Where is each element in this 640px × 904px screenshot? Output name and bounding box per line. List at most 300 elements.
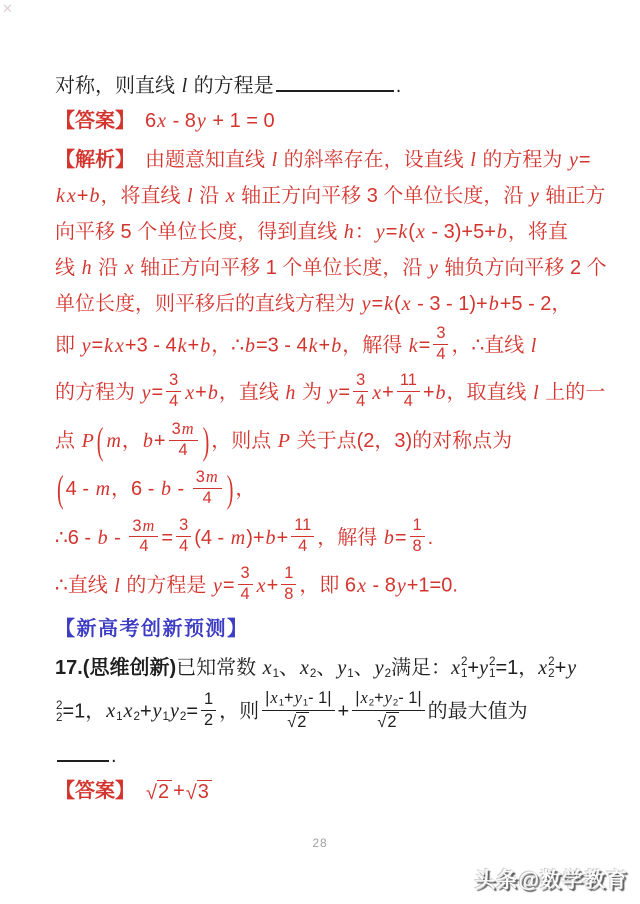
text: 3 — [169, 371, 179, 390]
text: - 1| — [398, 688, 422, 707]
text: 轴正方向平移 3 个单位长度，沿 — [235, 185, 529, 207]
fraction-numerator — [129, 517, 158, 538]
text: + — [283, 688, 294, 707]
math-variable: k — [56, 185, 65, 207]
text: 4 — [139, 537, 149, 556]
math-variable: b — [244, 334, 255, 357]
math-variable: y — [384, 687, 392, 707]
text: 3 — [436, 324, 446, 342]
fraction-denominator — [200, 489, 215, 508]
radical-sign: √ — [146, 782, 157, 805]
math-variable: b — [383, 526, 394, 549]
math-variable: l — [533, 381, 539, 404]
text: ( — [394, 293, 401, 315]
fraction — [166, 372, 181, 410]
subscript: 1 — [162, 710, 169, 724]
fraction — [129, 517, 158, 556]
text: = — [151, 381, 164, 404]
text: 1 — [204, 689, 214, 708]
text: - 3 - 1)+ — [411, 293, 488, 315]
subscript: 2 — [368, 697, 375, 709]
math-variable: y — [212, 574, 222, 597]
problem-17-line-2 — [55, 687, 596, 734]
text: 的最大值为 — [427, 700, 528, 723]
math-variable: k — [308, 334, 318, 357]
bold-label: 【答案】 — [55, 780, 125, 803]
text: 3 — [179, 516, 189, 535]
text: + — [374, 688, 384, 707]
text: 的方程为 — [476, 149, 568, 171]
math-variable: m — [205, 467, 218, 487]
text — [125, 780, 145, 802]
text: + — [318, 334, 331, 357]
text: + — [266, 574, 279, 597]
fraction — [169, 420, 198, 459]
fraction-numerator — [410, 517, 425, 537]
math-variable: l — [470, 149, 476, 171]
text: 的斜率存在，设直线 — [278, 149, 470, 171]
text: 4 — [356, 392, 366, 411]
text: 4 — [169, 392, 179, 411]
analysis-line-3 — [55, 219, 596, 246]
fraction-numerator — [193, 468, 222, 489]
fraction-numerator — [176, 517, 191, 537]
fraction-denominator — [176, 441, 191, 460]
text: 3 — [356, 371, 366, 390]
fraction-denominator — [136, 537, 151, 556]
fraction-denominator — [201, 711, 216, 730]
fraction — [352, 689, 424, 732]
text: +1=0. — [406, 574, 458, 597]
text: = — [394, 526, 407, 549]
text: 8 — [284, 584, 294, 603]
subscripted-variable — [299, 657, 316, 679]
radicand — [157, 780, 172, 804]
superscript: 2 — [488, 655, 496, 669]
subscripted-variable — [294, 689, 309, 709]
fraction-numerator — [291, 517, 314, 537]
math-variable: y — [361, 293, 371, 315]
math-variable: y — [375, 221, 385, 243]
text: 关于点(2，3)的对称点为 — [291, 429, 513, 452]
text: +3 - 4 — [124, 334, 177, 357]
analysis-line-10 — [55, 515, 596, 558]
math-variable: x — [451, 657, 460, 680]
subscripted-variable — [105, 700, 122, 722]
math-variable: P — [81, 429, 94, 452]
math-variable: y — [196, 110, 206, 132]
math-variable: b — [265, 526, 276, 549]
radical-sign: √ — [287, 713, 297, 731]
text: 轴正方 — [539, 185, 606, 207]
fraction — [281, 565, 296, 603]
subscript: 1 — [302, 697, 309, 709]
text: 4 — [178, 440, 188, 459]
subscripted-variable — [374, 657, 391, 679]
math-variable: l — [530, 334, 537, 357]
fraction — [262, 689, 334, 732]
math-variable: b — [435, 381, 446, 404]
text: ， — [235, 478, 256, 501]
text: ∴直线 — [55, 574, 114, 597]
math-variable: y — [337, 656, 347, 679]
text: 对称，则直线 — [55, 75, 181, 97]
math-variable: P — [277, 429, 291, 452]
fraction-numerator — [166, 372, 181, 392]
fraction-denominator — [281, 585, 296, 604]
text: 3 — [240, 564, 250, 583]
text: 为 — [296, 381, 328, 404]
subscripted-variable — [152, 700, 169, 722]
text: ： — [354, 221, 375, 243]
subscript: 2 — [179, 710, 187, 724]
scripted-variable — [479, 655, 495, 681]
subscripted-variable — [169, 700, 186, 722]
text: - 8 — [167, 110, 196, 132]
fraction — [193, 468, 222, 507]
math-variable: x — [357, 574, 366, 597]
text: 4 — [436, 344, 446, 363]
text: 4 — [298, 536, 308, 555]
answer-line-17 — [55, 778, 596, 805]
math-variable: h — [81, 257, 92, 279]
math-variable: b — [496, 221, 507, 243]
analysis-line-8 — [55, 418, 596, 463]
math-variable: k — [398, 221, 408, 243]
analysis-line-7 — [55, 371, 606, 412]
text: 4 — [202, 489, 212, 508]
text: 4 — [179, 536, 189, 555]
text: - — [108, 526, 127, 549]
math-variable: x — [256, 574, 266, 597]
text: = — [578, 149, 591, 171]
math-variable: x — [225, 185, 235, 207]
fraction — [433, 325, 448, 363]
text: ，∴ — [211, 334, 244, 357]
radical-sign: √ — [377, 713, 387, 731]
text: ，取直线 — [446, 381, 533, 404]
text: . — [111, 745, 117, 768]
subscript: 2 — [56, 711, 63, 725]
fraction-denominator — [238, 585, 253, 604]
text: = — [418, 334, 431, 357]
math-variable: y — [428, 257, 438, 279]
text: 2 — [297, 712, 307, 731]
subscripted-variable — [262, 657, 279, 679]
subscript: 1 — [272, 666, 280, 680]
text: 3 — [197, 781, 209, 804]
text: 的方程是 — [188, 75, 274, 97]
text: 沿 — [92, 257, 124, 279]
text: - 8 — [366, 574, 396, 597]
square-root — [287, 712, 309, 732]
math-variable: b — [331, 334, 342, 357]
math-variable: y — [141, 381, 151, 404]
fraction — [291, 517, 314, 555]
fraction-denominator — [283, 711, 313, 732]
analysis-line-4 — [55, 255, 607, 282]
problem-17-blank-line — [55, 742, 596, 769]
fraction-denominator — [353, 392, 368, 411]
math-variable: k — [384, 293, 394, 315]
text: | — [355, 688, 360, 707]
math-variable: l — [114, 574, 120, 597]
text: )+ — [246, 526, 265, 549]
text: 线 — [55, 257, 81, 279]
text: 3 — [132, 516, 142, 535]
section-heading-new-gaokao — [55, 616, 596, 643]
subscript: 1 — [278, 697, 284, 709]
text: 2 — [157, 781, 170, 804]
analysis-line-6 — [55, 324, 596, 365]
math-variable: b — [160, 478, 171, 501]
text: 【新高考创新预测】 — [55, 617, 249, 640]
analysis-line-9 — [55, 467, 596, 511]
fraction — [353, 372, 368, 410]
text: 1 — [412, 516, 422, 535]
subscripted-variable — [336, 657, 353, 679]
math-variable: b — [488, 293, 499, 315]
text: 3 — [171, 419, 181, 438]
fraction-denominator — [410, 537, 425, 556]
text: + — [422, 381, 435, 404]
text: 沿 — [193, 185, 225, 207]
superscript: 2 — [548, 655, 555, 669]
text: 11 — [294, 516, 312, 535]
fraction-numerator — [169, 420, 198, 441]
subscripted-variable — [269, 689, 284, 709]
analysis-line-11 — [55, 564, 596, 605]
text: 即 — [55, 334, 81, 357]
text: ， — [121, 429, 142, 452]
problem-17-line-1 — [55, 655, 596, 682]
math-variable: x — [66, 185, 76, 207]
math-variable: l — [181, 75, 188, 97]
text: = — [91, 334, 104, 357]
subscript: 2 — [392, 697, 399, 709]
fraction-denominator — [166, 392, 181, 411]
radicand — [296, 712, 309, 732]
fraction-numerator — [262, 689, 334, 711]
big-delimiter: ) — [226, 469, 234, 511]
text: = — [222, 574, 235, 597]
text: 轴正方向平移 1 个单位长度，沿 — [134, 257, 428, 279]
text: =1， — [495, 656, 539, 679]
text: +5 - 2， — [499, 293, 572, 315]
math-variable: k — [177, 334, 187, 357]
text: 6 — [125, 110, 157, 132]
math-variable: h — [343, 221, 354, 243]
answer-line-16 — [55, 108, 596, 135]
analysis-line-1 — [55, 147, 596, 174]
math-variable: b — [89, 185, 100, 207]
blank-underline — [276, 72, 394, 92]
text: 、 — [279, 656, 300, 679]
radicand — [197, 780, 212, 804]
fraction — [397, 372, 420, 410]
math-variable: x — [115, 334, 124, 357]
math-variable: x — [360, 687, 368, 707]
big-delimiter: ( — [57, 469, 64, 511]
text: 满足： — [391, 656, 452, 679]
text: 、 — [316, 656, 337, 679]
fraction — [176, 517, 191, 555]
text: (4 - — [194, 526, 230, 549]
text: 8 — [412, 536, 422, 555]
text: 的方程为 — [55, 381, 141, 404]
superscript: 2 — [460, 655, 468, 669]
text: 由题意知直线 — [125, 149, 271, 171]
text: 2 — [387, 712, 397, 731]
page-number: 28 — [312, 836, 328, 850]
analysis-line-2 — [55, 183, 606, 210]
math-variable: x — [300, 656, 309, 679]
text: - 3)+5+ — [425, 221, 496, 243]
math-variable: l — [271, 149, 278, 171]
math-variable: y — [479, 657, 488, 680]
text: 的方程是 — [120, 574, 212, 597]
math-variable: x — [401, 293, 411, 315]
text: = — [186, 700, 199, 723]
math-variable: y — [568, 149, 578, 171]
text: = — [161, 526, 174, 549]
text: + — [337, 700, 350, 723]
math-variable: x — [262, 656, 272, 679]
text: + — [187, 334, 200, 357]
text: ，直线 — [218, 381, 285, 404]
subscript: 2 — [309, 666, 317, 680]
scripted-variable — [538, 655, 554, 681]
math-variable: y — [81, 334, 91, 357]
text: ，即 6 — [299, 574, 357, 597]
text: = — [338, 381, 351, 404]
text: ，则 — [219, 700, 260, 723]
text: 2 — [204, 710, 214, 729]
text: 已知常数 — [176, 656, 262, 679]
text: = — [371, 293, 384, 315]
text: ，将直 — [507, 221, 568, 243]
text: + — [382, 381, 394, 404]
text: ( — [408, 221, 415, 243]
math-variable: m — [230, 526, 246, 549]
subscript: 2 — [133, 710, 140, 724]
big-delimiter: ) — [202, 420, 210, 463]
big-delimiter: ( — [96, 420, 104, 463]
subscripted-variable — [384, 689, 399, 709]
text: 4 — [403, 392, 413, 411]
text: + — [467, 656, 480, 679]
math-variable: b — [207, 381, 218, 404]
text: ，∴直线 — [451, 334, 530, 357]
fraction — [238, 565, 253, 603]
math-variable: y — [328, 381, 338, 404]
text: + — [173, 780, 185, 803]
text: + — [195, 381, 207, 404]
text: + 1 = 0 — [206, 110, 275, 132]
subscript: 2 — [384, 666, 392, 680]
math-variable: y — [396, 574, 406, 597]
analysis-line-5 — [55, 291, 596, 318]
radical-sign: √ — [185, 782, 197, 805]
bold-label: 【解析】 — [55, 149, 125, 171]
fraction-numerator — [281, 565, 296, 585]
text: 、 — [353, 656, 374, 679]
math-variable: m — [181, 418, 194, 438]
radicand — [386, 712, 399, 732]
text: 4 — [240, 584, 250, 603]
text: 11 — [399, 371, 417, 390]
text: . — [427, 526, 434, 549]
math-variable: x — [415, 221, 425, 243]
math-variable: x — [372, 381, 382, 404]
corner-mark-icon: ✕ — [2, 1, 13, 16]
text: + — [276, 526, 289, 549]
text: 轴负方向平移 2 个 — [438, 257, 607, 279]
text: 点 — [55, 429, 81, 452]
watermark-toutiao: 头条@数学教育 — [474, 869, 628, 892]
text: = — [385, 221, 398, 243]
problem-statement-tail — [55, 72, 596, 99]
scripted-variable — [451, 655, 467, 681]
math-variable: k — [408, 334, 418, 357]
square-root — [146, 780, 172, 804]
text: | — [265, 688, 270, 707]
text: =3 - 4 — [255, 334, 308, 357]
text: 3 — [195, 468, 205, 487]
fraction-denominator — [373, 711, 403, 732]
bold-label: 【答案】 — [55, 110, 125, 132]
subscript: 1 — [460, 667, 468, 681]
subscripted-variable — [123, 700, 140, 722]
text: 4 - — [65, 478, 95, 501]
text: . — [395, 75, 402, 97]
square-root — [377, 712, 399, 732]
text: + — [76, 185, 89, 207]
subscript: 1 — [488, 667, 496, 681]
math-variable: k — [104, 334, 114, 357]
text: + — [554, 656, 567, 679]
text: + — [153, 429, 166, 452]
math-variable: y — [374, 656, 384, 679]
math-variable: y — [169, 700, 179, 723]
text: ，解得 — [342, 334, 408, 357]
square-root — [186, 780, 212, 804]
math-variable: b — [97, 526, 108, 549]
math-variable: x — [185, 381, 195, 404]
fraction-denominator — [295, 537, 310, 556]
fraction-numerator — [238, 565, 253, 585]
subscripted-variable — [359, 689, 374, 709]
math-variable: y — [567, 656, 577, 679]
math-variable: b — [200, 334, 211, 357]
text: + — [139, 700, 152, 723]
fraction — [201, 691, 216, 729]
math-variable: x — [538, 657, 548, 680]
math-variable: m — [95, 478, 111, 501]
superscript: 2 — [56, 698, 63, 712]
text: ∴6 - — [55, 526, 97, 549]
fraction-numerator — [353, 372, 368, 392]
math-variable: y — [529, 185, 539, 207]
text: 向平移 5 个单位长度，得到直线 — [55, 221, 343, 243]
text: ，则点 — [211, 429, 277, 452]
math-variable: x — [157, 110, 167, 132]
math-variable: b — [142, 429, 153, 452]
fraction-numerator — [433, 325, 448, 345]
math-variable: x — [124, 257, 134, 279]
blank-underline — [57, 742, 109, 762]
fraction-denominator — [176, 537, 191, 556]
